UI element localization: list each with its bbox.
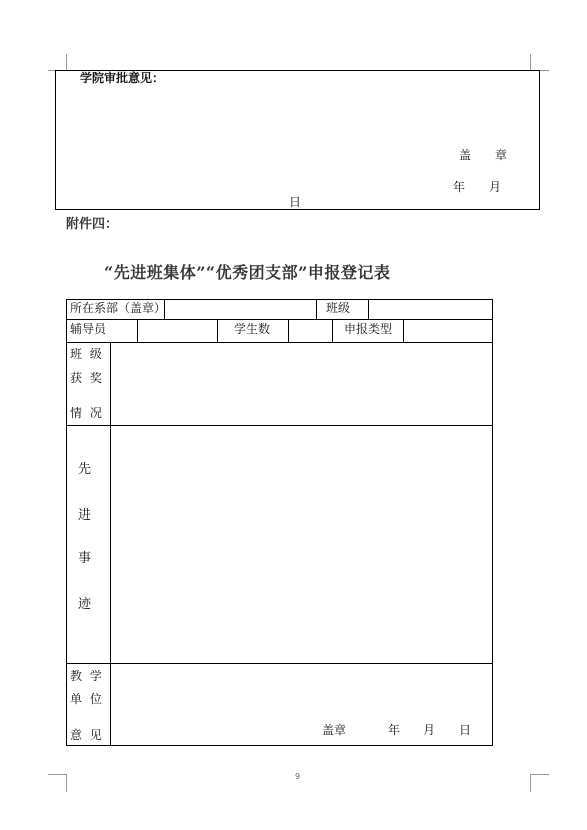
deeds-label-char-3: 事 [78, 551, 92, 566]
crop-mark [66, 54, 67, 71]
unit-label-line-2: 单 位 [70, 692, 104, 706]
crop-mark [530, 54, 531, 71]
unit-seal: 盖章 [322, 723, 347, 737]
type-label: 申报类型 [344, 322, 393, 336]
dept-field[interactable] [165, 300, 315, 318]
counselor-label: 辅导员 [70, 322, 107, 336]
approval-date-day: 日 [289, 195, 302, 209]
approval-date-year-month: 年 月 [453, 180, 502, 194]
crop-mark [530, 774, 531, 792]
class-field[interactable] [369, 300, 492, 318]
type-field[interactable] [404, 320, 492, 341]
attachment-label: 附件四： [66, 217, 119, 232]
deeds-label-char-1: 先 [78, 462, 92, 477]
crop-mark [66, 774, 67, 792]
unit-month: 月 [423, 723, 436, 737]
awards-label-line-2: 获 奖 [70, 371, 104, 385]
unit-year: 年 [388, 723, 401, 737]
approval-seal: 盖 章 [459, 148, 508, 162]
class-label: 班级 [326, 301, 351, 315]
crop-mark [48, 774, 67, 775]
dept-label: 所在系部（盖章） [70, 301, 167, 315]
students-field[interactable] [289, 320, 331, 341]
deeds-label-char-2: 进 [78, 508, 92, 523]
form-col-divider [217, 319, 218, 342]
page-number: 9 [295, 772, 301, 781]
students-label: 学生数 [234, 322, 271, 336]
awards-field[interactable] [111, 343, 492, 424]
unit-day: 日 [459, 723, 472, 737]
unit-label-line-3: 意 见 [70, 728, 104, 742]
deeds-label-char-4: 迹 [78, 597, 92, 612]
approval-heading: 学院审批意见： [80, 71, 165, 85]
deeds-field[interactable] [111, 426, 492, 662]
crop-mark [530, 774, 549, 775]
awards-label-line-1: 班 级 [70, 347, 104, 361]
awards-label-line-3: 情 况 [70, 406, 104, 420]
form-col-divider [316, 299, 317, 319]
unit-label-line-1: 教 学 [70, 669, 104, 683]
counselor-field[interactable] [138, 320, 216, 341]
form-title: “先进班集体”“优秀团支部”申报登记表 [104, 263, 391, 282]
form-col-divider [332, 319, 333, 342]
